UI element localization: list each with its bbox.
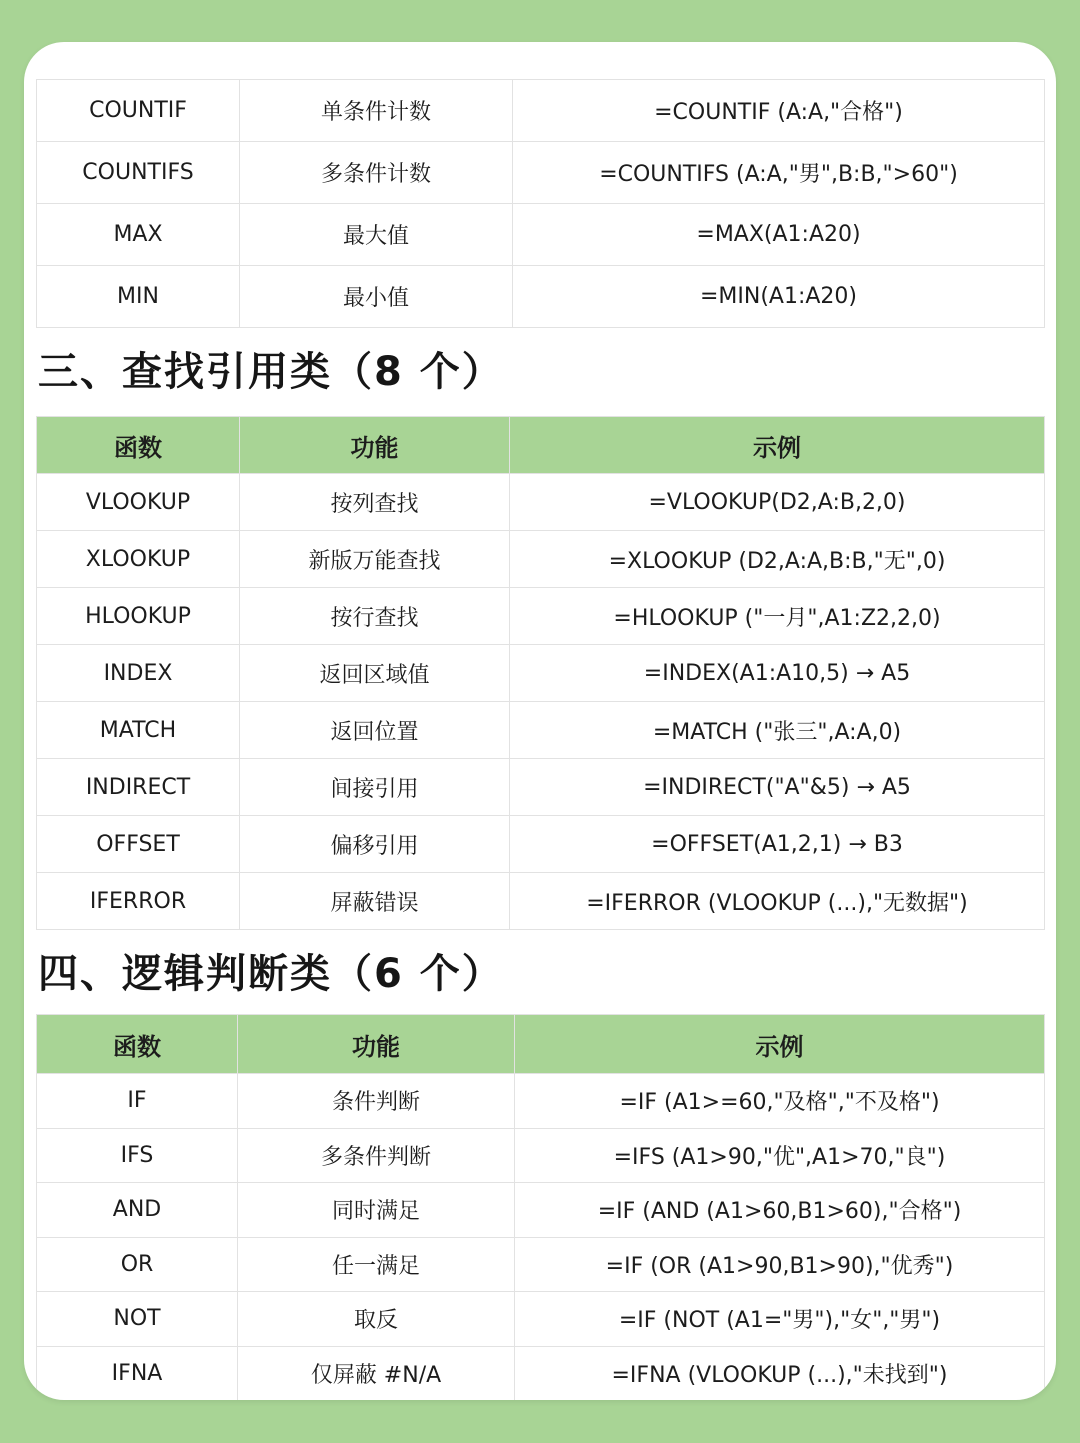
function-desc-cell: 任一满足	[238, 1237, 515, 1292]
column-header-example: 示例	[510, 417, 1045, 474]
function-desc-cell: 最大值	[240, 204, 513, 266]
function-name-cell: INDIRECT	[37, 759, 240, 816]
table-row	[37, 1346, 1045, 1400]
example-cell: =MATCH ("张三",A:A,0)	[510, 702, 1045, 759]
table-row	[37, 1128, 1045, 1183]
function-name-cell: MIN	[37, 266, 240, 328]
function-desc-cell: 条件判断	[238, 1074, 515, 1129]
table-row	[37, 759, 1045, 816]
function-desc-cell: 返回位置	[240, 702, 510, 759]
table-row	[37, 204, 1045, 266]
section-title-lookup: 三、查找引用类（8 个）	[38, 349, 504, 395]
example-cell: =INDEX(A1:A10,5) → A5	[510, 645, 1045, 702]
function-name-cell: OFFSET	[37, 816, 240, 873]
function-desc-cell: 按行查找	[240, 588, 510, 645]
table-row	[37, 142, 1045, 204]
function-desc-cell: 新版万能查找	[240, 531, 510, 588]
example-cell: =COUNTIF (A:A,"合格")	[513, 80, 1045, 142]
table-row	[37, 80, 1045, 142]
function-name-cell: OR	[37, 1237, 238, 1292]
column-header-function: 函数	[37, 417, 240, 474]
table-row	[37, 531, 1045, 588]
table-row	[37, 1237, 1045, 1292]
function-name-cell: COUNTIF	[37, 80, 240, 142]
function-desc-cell: 多条件判断	[238, 1128, 515, 1183]
table-statistics-continued	[36, 79, 1045, 328]
function-name-cell: MATCH	[37, 702, 240, 759]
table-row	[37, 1292, 1045, 1347]
function-desc-cell: 多条件计数	[240, 142, 513, 204]
table-row	[37, 816, 1045, 873]
table-row	[37, 474, 1045, 531]
function-name-cell: AND	[37, 1183, 238, 1238]
table-row	[37, 588, 1045, 645]
function-desc-cell: 返回区域值	[240, 645, 510, 702]
table-row	[37, 266, 1045, 328]
example-cell: =XLOOKUP (D2,A:A,B:B,"无",0)	[510, 531, 1045, 588]
function-desc-cell: 间接引用	[240, 759, 510, 816]
function-name-cell: COUNTIFS	[37, 142, 240, 204]
table-logic-functions	[36, 1014, 1045, 1400]
function-name-cell: IFNA	[37, 1346, 238, 1400]
column-header-function: 函数	[37, 1015, 238, 1074]
column-header-feature: 功能	[240, 417, 510, 474]
function-desc-cell: 取反	[238, 1292, 515, 1347]
section-title-logic: 四、逻辑判断类（6 个）	[38, 951, 504, 997]
function-name-cell: IFERROR	[37, 873, 240, 930]
function-name-cell: XLOOKUP	[37, 531, 240, 588]
table-lookup-functions	[36, 416, 1045, 930]
table-row	[37, 645, 1045, 702]
example-cell: =IF (OR (A1>90,B1>90),"优秀")	[515, 1237, 1045, 1292]
content-card	[24, 42, 1056, 1400]
example-cell: =IFERROR (VLOOKUP (...),"无数据")	[510, 873, 1045, 930]
example-cell: =IF (AND (A1>60,B1>60),"合格")	[515, 1183, 1045, 1238]
column-header-example: 示例	[515, 1015, 1045, 1074]
example-cell: =IF (A1>=60,"及格","不及格")	[515, 1074, 1045, 1129]
function-name-cell: MAX	[37, 204, 240, 266]
function-name-cell: IFS	[37, 1128, 238, 1183]
example-cell: =OFFSET(A1,2,1) → B3	[510, 816, 1045, 873]
table-row	[37, 1183, 1045, 1238]
example-cell: =VLOOKUP(D2,A:B,2,0)	[510, 474, 1045, 531]
table-row	[37, 873, 1045, 930]
function-desc-cell: 仅屏蔽 #N/A	[238, 1346, 515, 1400]
example-cell: =IFS (A1>90,"优",A1>70,"良")	[515, 1128, 1045, 1183]
table-row	[37, 702, 1045, 759]
table-row	[37, 1074, 1045, 1129]
example-cell: =COUNTIFS (A:A,"男",B:B,">60")	[513, 142, 1045, 204]
function-desc-cell: 偏移引用	[240, 816, 510, 873]
example-cell: =INDIRECT("A"&5) → A5	[510, 759, 1045, 816]
table-header-row	[37, 417, 1045, 474]
example-cell: =MIN(A1:A20)	[513, 266, 1045, 328]
example-cell: =HLOOKUP ("一月",A1:Z2,2,0)	[510, 588, 1045, 645]
example-cell: =IF (NOT (A1="男"),"女","男")	[515, 1292, 1045, 1347]
function-desc-cell: 按列查找	[240, 474, 510, 531]
function-name-cell: NOT	[37, 1292, 238, 1347]
table-header-row	[37, 1015, 1045, 1074]
function-name-cell: INDEX	[37, 645, 240, 702]
function-desc-cell: 单条件计数	[240, 80, 513, 142]
function-name-cell: HLOOKUP	[37, 588, 240, 645]
example-cell: =MAX(A1:A20)	[513, 204, 1045, 266]
column-header-feature: 功能	[238, 1015, 515, 1074]
function-desc-cell: 同时满足	[238, 1183, 515, 1238]
function-desc-cell: 屏蔽错误	[240, 873, 510, 930]
function-name-cell: IF	[37, 1074, 238, 1129]
example-cell: =IFNA (VLOOKUP (...),"未找到")	[515, 1346, 1045, 1400]
function-name-cell: VLOOKUP	[37, 474, 240, 531]
function-desc-cell: 最小值	[240, 266, 513, 328]
